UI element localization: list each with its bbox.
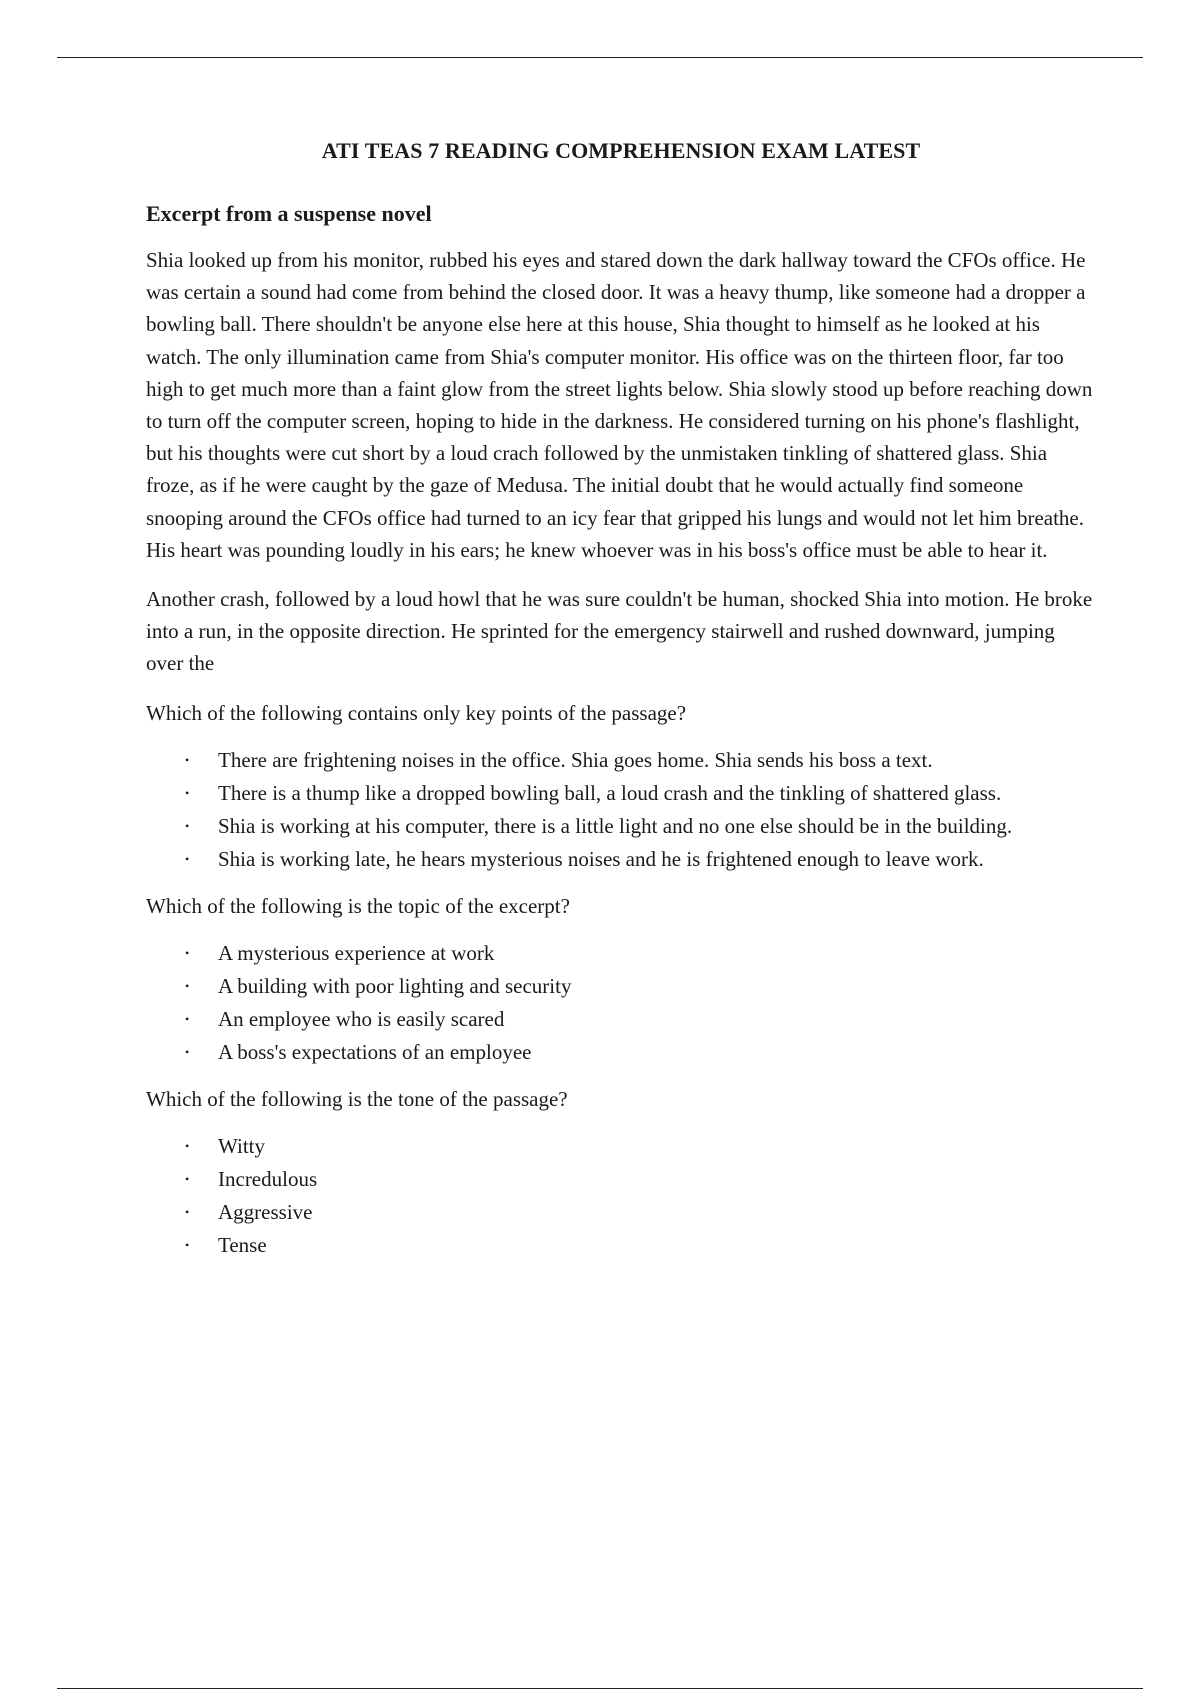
- bullet-icon: •: [185, 785, 190, 800]
- option-text: A mysterious experience at work: [218, 940, 495, 965]
- bullet-icon: •: [185, 1204, 190, 1219]
- question-1-option-3[interactable]: [146, 812, 1096, 840]
- question-1-option-2[interactable]: [146, 779, 1096, 807]
- bullet-icon: •: [185, 1237, 190, 1252]
- bottom-rule: [57, 1688, 1143, 1689]
- passage-paragraph-2: Another crash, followed by a loud howl that he was sure couldn't be human, shocked Shia into motion. He broke into a run, in the opposite direction. He sprinted for the emergency stairwell and rushed downward, jumping over the: [146, 587, 1093, 676]
- question-3-options: [146, 1132, 1096, 1259]
- bullet-icon: •: [185, 1011, 190, 1026]
- option-text: There is a thump like a dropped bowling ball, a loud crash and the tinkling of shattered glass.: [218, 780, 1002, 805]
- option-text: Incredulous: [218, 1166, 318, 1191]
- question-1-option-1[interactable]: [146, 746, 1096, 774]
- bullet-icon: •: [185, 851, 190, 866]
- top-rule: [57, 57, 1143, 58]
- option-text: Shia is working at his computer, there is a little light and no one else should be in the building.: [218, 813, 1013, 838]
- question-2-options: [146, 939, 1096, 1066]
- bullet-icon: •: [185, 978, 190, 993]
- option-text: Witty: [218, 1133, 265, 1158]
- question-3-prompt: Which of the following is the tone of the passage?: [146, 1086, 568, 1111]
- option-text: Tense: [218, 1232, 267, 1257]
- question-1-option-4[interactable]: [146, 845, 1096, 873]
- bullet-icon: •: [185, 1171, 190, 1186]
- option-text: Aggressive: [218, 1199, 313, 1224]
- bullet-icon: •: [185, 818, 190, 833]
- question-3-option-1[interactable]: [146, 1132, 1096, 1160]
- bullet-icon: •: [185, 1044, 190, 1059]
- option-text: An employee who is easily scared: [218, 1006, 505, 1031]
- question-2-option-4[interactable]: [146, 1038, 1096, 1066]
- option-text: Shia is working late, he hears mysterious noises and he is frightened enough to leave work.: [218, 846, 984, 871]
- question-3-option-2[interactable]: [146, 1165, 1096, 1193]
- question-1-options: [146, 746, 1096, 873]
- question-2-option-2[interactable]: [146, 972, 1096, 1000]
- excerpt-heading: Excerpt from a suspense novel: [146, 201, 432, 226]
- option-text: There are frightening noises in the office. Shia goes home. Shia sends his boss a text.: [218, 747, 933, 772]
- bullet-icon: •: [185, 752, 190, 767]
- passage-paragraph-1: Shia looked up from his monitor, rubbed his eyes and stared down the dark hallway toward the CFOs office. He was certain a sound had come from behind the closed door. It was a heavy thump, like someone had a dropper a bowling ball. There shouldn't be anyone else here at this house, Shia thought to himself as he looked at his watch. The only illumination came from Shia's computer monitor. His office was on the thirteen floor, far too high to get much more than a faint glow from the street lights below. Shia slowly stood up before reaching down to turn off the computer screen, hoping to hide in the darkness. He considered turning on his phone's flashlight, but his thoughts were cut short by a loud crach followed by the unmistaken tinkling of shattered glass. Shia froze, as if he were caught by the gaze of Medusa. The initial doubt that he would actually find someone snooping around the CFOs office had turned to an icy fear that gripped his lungs and would not let him breathe. His heart was pounding loudly in his ears; he knew whoever was in his boss's office must be able to hear it.: [146, 248, 1093, 562]
- document-body: [146, 138, 1096, 1276]
- document-title: ATI TEAS 7 READING COMPREHENSION EXAM LATEST: [321, 138, 921, 163]
- bullet-icon: •: [185, 1138, 190, 1153]
- question-3-option-3[interactable]: [146, 1198, 1096, 1226]
- bullet-icon: •: [185, 945, 190, 960]
- question-3-option-4[interactable]: [146, 1231, 1096, 1259]
- question-2-option-1[interactable]: [146, 939, 1096, 967]
- option-text: A building with poor lighting and security: [218, 973, 572, 998]
- option-text: A boss's expectations of an employee: [218, 1039, 532, 1064]
- question-2-prompt: Which of the following is the topic of the excerpt?: [146, 893, 570, 918]
- question-2-option-3[interactable]: [146, 1005, 1096, 1033]
- question-1-prompt: Which of the following contains only key points of the passage?: [146, 700, 687, 725]
